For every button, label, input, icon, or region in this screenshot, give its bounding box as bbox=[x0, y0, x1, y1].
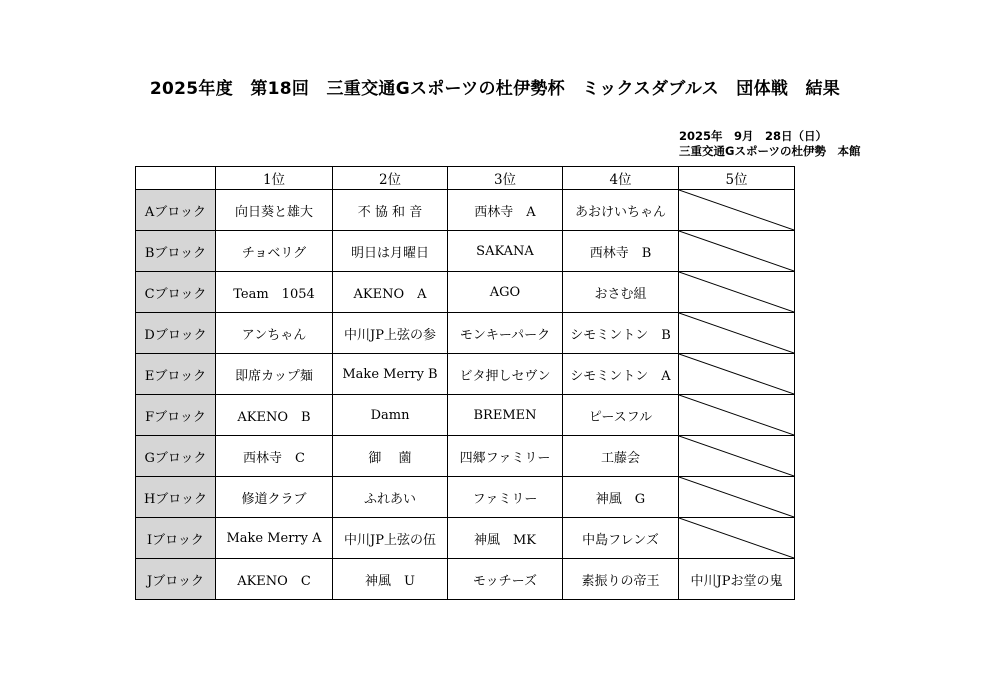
place-2-team bbox=[333, 518, 448, 559]
table-row bbox=[136, 272, 795, 313]
place-2-team bbox=[333, 395, 448, 436]
team-name: ピースフル bbox=[588, 409, 653, 425]
header-5th: 5位 bbox=[679, 167, 795, 190]
place-2-team bbox=[333, 313, 448, 354]
place-4-team bbox=[563, 313, 679, 354]
diagonal-line bbox=[679, 190, 794, 230]
team-name: 神風 U bbox=[365, 573, 415, 589]
table-row bbox=[136, 231, 795, 272]
place-3-team bbox=[448, 395, 563, 436]
header-corner bbox=[136, 167, 216, 190]
place-1-team bbox=[216, 231, 333, 272]
diagonal-line bbox=[679, 518, 794, 558]
empty-cell bbox=[679, 231, 795, 272]
block-label: Fブロック bbox=[136, 395, 216, 436]
place-4-team bbox=[563, 477, 679, 518]
place-2-team bbox=[333, 354, 448, 395]
team-name: AKENO C bbox=[237, 573, 311, 589]
empty-cell bbox=[679, 395, 795, 436]
team-name: 中島フレンズ bbox=[582, 532, 659, 548]
place-4-team bbox=[563, 559, 679, 600]
team-name: モッチーズ bbox=[473, 573, 537, 589]
place-4-team bbox=[563, 518, 679, 559]
team-name: 向日葵と雄大 bbox=[234, 204, 313, 220]
place-1-team bbox=[216, 395, 333, 436]
team-name: おさむ組 bbox=[594, 286, 647, 302]
header-2nd: 2位 bbox=[333, 167, 448, 190]
empty-cell bbox=[679, 518, 795, 559]
place-3-team bbox=[448, 354, 563, 395]
team-name: 即席カップ麺 bbox=[235, 368, 313, 384]
place-2-team bbox=[333, 190, 448, 231]
place-1-team bbox=[216, 477, 333, 518]
empty-cell bbox=[679, 354, 795, 395]
place-4-team bbox=[563, 272, 679, 313]
page-title: 2025年度 第18回 三重交通Gスポーツの杜伊勢杯 ミックスダブルス 団体戦 結果 bbox=[149, 79, 841, 99]
place-2-team bbox=[333, 231, 448, 272]
table-row bbox=[136, 395, 795, 436]
team-name: AKENO B bbox=[237, 409, 311, 425]
block-label: Cブロック bbox=[136, 272, 216, 313]
place-2-team bbox=[333, 272, 448, 313]
place-3-team bbox=[448, 436, 563, 477]
place-3-team bbox=[448, 313, 563, 354]
team-name: Team 1054 bbox=[233, 286, 315, 302]
team-name: ビタ押しセヴン bbox=[459, 368, 551, 384]
block-label: Dブロック bbox=[136, 313, 216, 354]
place-1-team bbox=[216, 354, 333, 395]
table-row bbox=[136, 477, 795, 518]
team-name: AGO bbox=[489, 284, 521, 300]
team-name: あおけいちゃん bbox=[574, 204, 666, 220]
place-1-team bbox=[216, 190, 333, 231]
event-meta bbox=[679, 129, 860, 159]
header-3rd: 3位 bbox=[448, 167, 563, 190]
place-3-team bbox=[448, 190, 563, 231]
place-1-team bbox=[216, 559, 333, 600]
team-name: チョベリグ bbox=[241, 245, 307, 261]
team-name: SAKANA bbox=[476, 243, 534, 259]
team-name: Make Merry A bbox=[226, 530, 322, 546]
team-name: 西林寺 B bbox=[589, 245, 652, 261]
team-name: モンキーパーク bbox=[459, 327, 551, 343]
team-name: 中川JP上弦の伍 bbox=[344, 532, 436, 548]
place-1-team bbox=[216, 313, 333, 354]
team-name: AKENO A bbox=[353, 286, 427, 302]
team-name: 神風 MK bbox=[473, 532, 537, 548]
block-label: Hブロック bbox=[136, 477, 216, 518]
team-name: 明日は月曜日 bbox=[350, 245, 429, 261]
event-date: 2025年 9月 28日（日） bbox=[679, 129, 828, 143]
empty-cell bbox=[679, 313, 795, 354]
place-4-team bbox=[563, 395, 679, 436]
team-name: 四郷ファミリー bbox=[459, 450, 551, 466]
block-label: Jブロック bbox=[136, 559, 216, 600]
team-name: アンちゃん bbox=[241, 327, 307, 343]
team-name: シモミントン B bbox=[570, 327, 671, 343]
header-1st: 1位 bbox=[216, 167, 333, 190]
place-4-team bbox=[563, 190, 679, 231]
header-4th: 4位 bbox=[563, 167, 679, 190]
place-4-team bbox=[563, 354, 679, 395]
team-name: シモミントン A bbox=[570, 368, 671, 384]
place-3-team bbox=[448, 477, 563, 518]
empty-cell bbox=[679, 477, 795, 518]
team-name: 中川JP上弦の参 bbox=[344, 327, 436, 343]
empty-cell bbox=[679, 436, 795, 477]
team-name: 素振りの帝王 bbox=[581, 573, 660, 589]
block-label: Bブロック bbox=[136, 231, 216, 272]
diagonal-line bbox=[679, 272, 794, 312]
table-row bbox=[136, 518, 795, 559]
place-2-team bbox=[333, 436, 448, 477]
place-2-team bbox=[333, 559, 448, 600]
table-row bbox=[136, 436, 795, 477]
place-3-team bbox=[448, 518, 563, 559]
team-name: 工藤会 bbox=[600, 450, 640, 466]
place-1-team bbox=[216, 272, 333, 313]
block-label: Aブロック bbox=[136, 190, 216, 231]
team-name: 中川JPお堂の鬼 bbox=[690, 573, 783, 589]
block-label: Eブロック bbox=[136, 354, 216, 395]
table-row bbox=[136, 559, 795, 600]
diagonal-line bbox=[679, 231, 794, 271]
team-name: 西林寺 A bbox=[474, 204, 536, 220]
block-label: Gブロック bbox=[136, 436, 216, 477]
team-name: 御 薗 bbox=[368, 450, 412, 466]
table-row bbox=[136, 354, 795, 395]
place-3-team bbox=[448, 231, 563, 272]
diagonal-line bbox=[679, 354, 794, 394]
team-name: 神風 G bbox=[595, 491, 646, 507]
diagonal-line bbox=[679, 395, 794, 435]
team-name: BREMEN bbox=[473, 407, 537, 423]
place-3-team bbox=[448, 559, 563, 600]
table-row bbox=[136, 190, 795, 231]
team-name: Damn bbox=[370, 407, 410, 423]
place-1-team bbox=[216, 518, 333, 559]
team-name: ふれあい bbox=[363, 491, 416, 507]
place-4-team bbox=[563, 231, 679, 272]
place-2-team bbox=[333, 477, 448, 518]
event-venue: 三重交通Gスポーツの杜伊勢 本館 bbox=[679, 144, 861, 158]
results-table bbox=[135, 166, 795, 600]
team-name: 西林寺 C bbox=[243, 450, 305, 466]
place-1-team bbox=[216, 436, 333, 477]
team-name: Make Merry B bbox=[342, 366, 438, 382]
header-row bbox=[136, 167, 795, 190]
team-name: 修道クラブ bbox=[241, 491, 307, 507]
table-row bbox=[136, 313, 795, 354]
block-label: Iブロック bbox=[136, 518, 216, 559]
place-5-team bbox=[679, 559, 795, 600]
place-3-team bbox=[448, 272, 563, 313]
diagonal-line bbox=[679, 477, 794, 517]
team-name: ファミリー bbox=[472, 491, 538, 507]
diagonal-line bbox=[679, 313, 794, 353]
diagonal-line bbox=[679, 436, 794, 476]
place-4-team bbox=[563, 436, 679, 477]
team-name: 不 協 和 音 bbox=[357, 204, 423, 220]
empty-cell bbox=[679, 190, 795, 231]
empty-cell bbox=[679, 272, 795, 313]
